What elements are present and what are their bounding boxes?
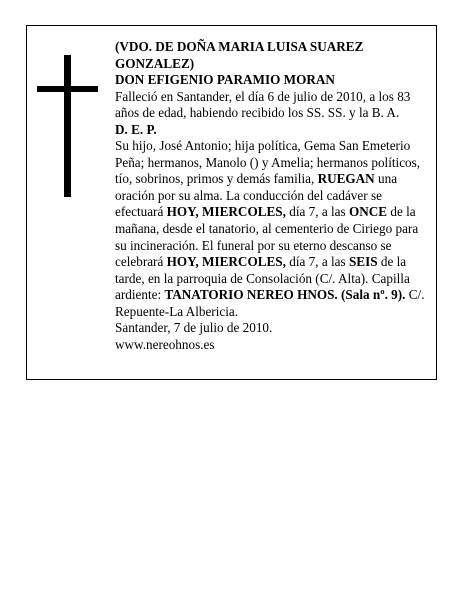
cross-vertical-bar	[64, 55, 71, 197]
obituary-text	[115, 39, 433, 353]
funeral-arrangements	[115, 138, 433, 320]
prayer-text: una oración por su alma. La conducción del cadáver se efectuará	[115, 171, 398, 220]
funeral-date: día 7, a las	[285, 254, 349, 270]
cross-horizontal-bar	[37, 86, 98, 92]
deceased-name-text: DON EFIGENIO PARAMIO MORAN	[115, 72, 335, 88]
widow-line-text: (VDO. DE DOÑA MARIA LUISA SUAREZ GONZALEZ)	[115, 39, 364, 71]
conduction-hour: ONCE	[348, 204, 388, 220]
rip-text: D. E. P.	[115, 121, 157, 137]
place-date: Santander, 7 de julio de 2010.	[115, 320, 273, 336]
conduction-details: de la mañana, desde el tanatorio, al cementerio de Ciriego para su incineración. El funeral por su eterno descanso se celebrará	[115, 204, 419, 270]
family-list: Su hijo, José Antonio; hija política, Gema San Emeterio Peña; hermanos, Manolo () y Amelia; hermanos políticos, tío, sobrinos, primos y demás familia,	[115, 138, 421, 187]
funeral-day: HOY, MIERCOLES,	[166, 254, 286, 270]
chapel-name: TANATORIO NEREO HNOS. (Sala nº. 9).	[164, 287, 406, 303]
cross-icon	[37, 55, 98, 197]
chapel-address: C/. Repuente-La Albericia.	[115, 287, 425, 319]
ruegan-text: RUEGAN	[317, 171, 375, 187]
funeral-details: de la tarde, en la parroquia de Consolación (C/. Alta). Capilla ardiente:	[115, 254, 410, 303]
conduction-day: HOY, MIERCOLES,	[166, 204, 286, 220]
website: www.nereohnos.es	[115, 336, 215, 352]
rip-line	[115, 122, 433, 139]
deceased-name	[115, 72, 433, 89]
death-statement: Falleció en Santander, el día 6 de julio de 2010, a los 83 años de edad, habiendo recibido los SS. SS. y la B. A.	[115, 88, 411, 121]
funeral-hour: SEIS	[348, 254, 378, 270]
widow-line	[115, 39, 433, 72]
conduction-date: día 7, a las	[285, 204, 349, 220]
